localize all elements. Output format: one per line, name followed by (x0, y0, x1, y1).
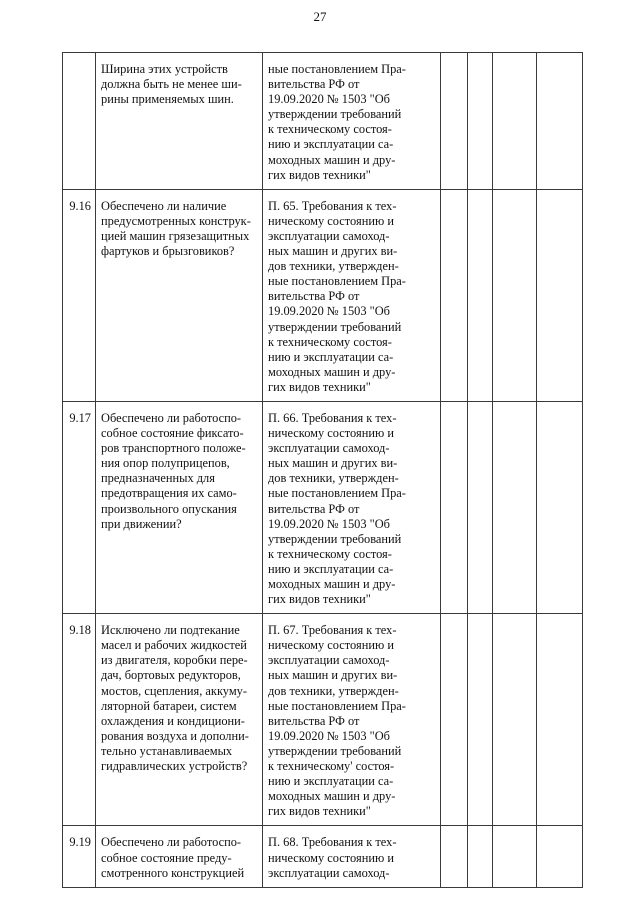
not-applicable-cell (493, 614, 537, 826)
answer-no-cell (468, 826, 493, 887)
answer-yes-cell (441, 401, 468, 613)
legal-reference (263, 189, 441, 401)
item-number (63, 53, 96, 190)
note-cell (537, 189, 583, 401)
check-question-text: Обеспечено ли работоспо- собное состояние преду- смотренного конструкцией (101, 835, 245, 880)
item-number: 9.17 (63, 401, 96, 613)
not-applicable-cell (493, 189, 537, 401)
legal-reference-text: П. 68. Требования к тех- ническому состоянию и эксплуатации самоход- (268, 835, 397, 880)
answer-no-cell (468, 53, 493, 190)
not-applicable-cell (493, 401, 537, 613)
page-number: 27 (313, 9, 327, 24)
check-question (96, 614, 263, 826)
answer-no-cell (468, 614, 493, 826)
note-cell (537, 826, 583, 887)
check-question-text: Исключено ли подтекание масел и рабочих жидкостей из двигателя, коробки пере- дач, бортовых редукторов, мостов, сцепления, аккуму- ляторной батареи, систем охлаждения и кондициони- рования воздуха и дополни- тельно устанавливаемых гидравлических устройств? (101, 623, 249, 774)
note-cell (537, 53, 583, 190)
table-row (63, 189, 583, 401)
legal-reference (263, 614, 441, 826)
table-row (63, 53, 583, 190)
legal-reference-text: П. 65. Требования к тех- ническому состоянию и эксплуатации самоход- ных машин и других ви- дов техники, утвержден- ные постановлением Пра- вительства РФ от 19.09.2020 № 1503 "Об утверждении требований к техническому состоя- нию и эксплуатации са- моходных машин и дру- гих видов техники" (268, 198, 406, 394)
item-number: 9.16 (63, 189, 96, 401)
check-question (96, 401, 263, 613)
answer-no-cell (468, 189, 493, 401)
check-question (96, 189, 263, 401)
legal-reference-text: П. 67. Требования к тех- ническому состоянию и эксплуатации самоход- ных машин и других ви- дов техники, утвержден- ные постановлением Пра- вительства РФ от 19.09.2020 № 1503 "Об утверждении требований к техническому' состоя- нию и эксплуатации са- моходных машин и дру- гих видов техники" (268, 623, 406, 819)
item-number: 9.19 (63, 826, 96, 887)
check-question-text: Обеспечено ли наличие предусмотренных конструк- цией машин грязезащитных фартуков и брызговиков? (101, 198, 251, 259)
check-question (96, 53, 263, 190)
answer-yes-cell (441, 614, 468, 826)
legal-reference (263, 401, 441, 613)
check-question-text: Ширина этих устройств должна быть не менее ши- рины применяемых шин. (101, 62, 242, 107)
check-question-text: Обеспечено ли работоспо- собное состояние фиксато- ров транспортного положе- ния опор полуприцепов, предназначенных для предотвращения их само- произвольного опускания при движении? (101, 410, 246, 531)
table-row (63, 401, 583, 613)
not-applicable-cell (493, 826, 537, 887)
not-applicable-cell (493, 53, 537, 190)
legal-reference-text: ные постановлением Пра- вительства РФ от 19.09.2020 № 1503 "Об утверждении требований к техническому состоя- нию и эксплуатации са- моходных машин и дру- гих видов техники" (268, 62, 406, 182)
item-number: 9.18 (63, 614, 96, 826)
legal-reference (263, 826, 441, 887)
answer-no-cell (468, 401, 493, 613)
table-row (63, 614, 583, 826)
legal-reference (263, 53, 441, 190)
note-cell (537, 614, 583, 826)
answer-yes-cell (441, 189, 468, 401)
answer-yes-cell (441, 826, 468, 887)
answer-yes-cell (441, 53, 468, 190)
note-cell (537, 401, 583, 613)
check-question (96, 826, 263, 887)
table-row (63, 826, 583, 887)
requirements-table (62, 52, 583, 888)
legal-reference-text: П. 66. Требования к тех- ническому состоянию и эксплуатации самоход- ных машин и других ви- дов техники, утвержден- ные постановлением Пра- вительства РФ от 19.09.2020 № 1503 "Об утверждении требований к техническому состоя- нию и эксплуатации са- моходных машин и дру- гих видов техники" (268, 410, 406, 607)
